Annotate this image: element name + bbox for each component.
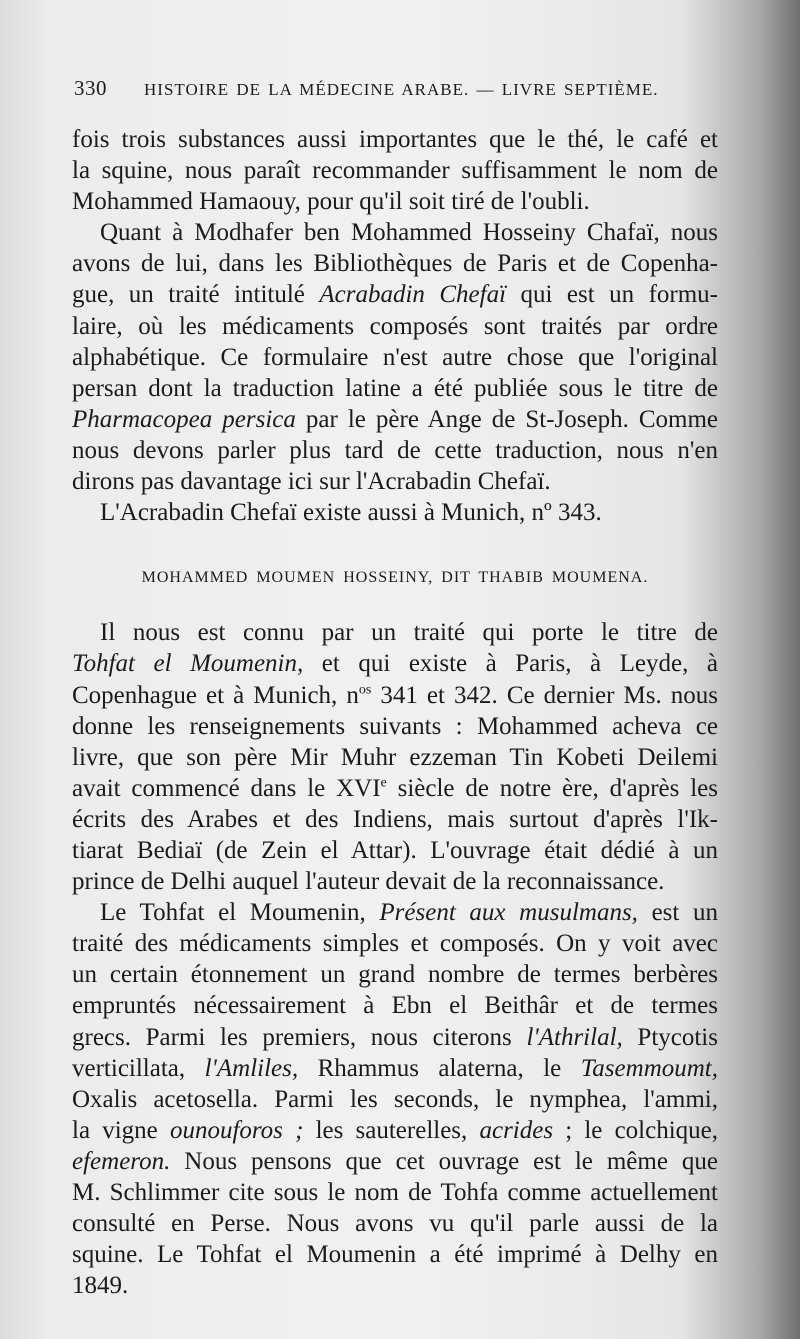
- term: acrides: [479, 1116, 554, 1144]
- text-line: Le Tohfat el Moumenin, Présent aux musulmans, est un: [100, 899, 718, 927]
- text-line: M. Schlimmer cite sous le nom de Tohfa comme actuellement: [72, 1179, 718, 1206]
- text-line: tiarat Bediaï (de Zein el Attar). L'ouvrage était dédié à un: [72, 836, 718, 864]
- text-line: Il nous est connu par un traité qui porte le titre de: [100, 619, 718, 647]
- text-line: persan dont la traduction latine a été publiée sous le titre de: [72, 374, 718, 402]
- text-line: Pharmacopea persica par le père Ange de St-Joseph. Comme: [72, 405, 719, 433]
- text-line: consulté en Perse. Nous avons vu qu'il parle aussi de la: [72, 1210, 718, 1238]
- text-line: nous devons parler plus tard de cette traduction, nous n'en: [72, 436, 718, 464]
- text-line: grecs. Parmi les premiers, nous citerons l'Athrilal, Ptycotis: [72, 1023, 718, 1051]
- text-line: Quant à Modhafer ben Mohammed Hosseiny Chafaï, nous: [100, 219, 718, 247]
- text-line: la vigne ounouforos ; les sauterelles, acrides ; le colchique,: [72, 1116, 719, 1144]
- paragraph-5: [72, 897, 718, 1301]
- term: ounouforos ;: [169, 1116, 304, 1144]
- text-line: livre, que son père Mir Muhr ezzeman Tin Kobeti Deilemi: [72, 743, 718, 771]
- text-line: Oxalis acetosella. Parmi les seconds, le nymphea, l'ammi,: [72, 1085, 718, 1113]
- text-line: prince de Delhi auquel l'auteur devait de la reconnaissance.: [72, 868, 665, 896]
- term: efemeron.: [72, 1147, 171, 1175]
- text-line: écrits des Arabes et des Indiens, mais surtout d'après l'Ik-: [72, 805, 718, 833]
- paragraph-3: [72, 497, 718, 528]
- text-line: 1849.: [72, 1272, 129, 1300]
- running-title: HISTOIRE DE LA MÉDECINE ARABE. — LIVRE SEPTIÈME.: [144, 80, 659, 99]
- text-line: dirons pas davantage ici sur l'Acrabadin Chefaï.: [72, 468, 551, 496]
- text-line: gue, un traité intitulé Acrabadin Chefaï qui est un formu-: [72, 281, 718, 309]
- text-line: laire, où les médicaments composés sont traités par ordre: [72, 312, 718, 340]
- term: l'Amliles,: [204, 1054, 299, 1082]
- work-title: Tohfat el Moumenin,: [72, 650, 304, 678]
- text-line: empruntés nécessairement à Ebn el Beithâr et de termes: [72, 992, 718, 1020]
- section-heading: MOHAMMED MOUMEN HOSSEINY, DIT THABIB MOUMENA.: [141, 569, 649, 587]
- page-number: 330: [74, 76, 107, 100]
- text-line: avait commencé dans le XVIe siècle de notre ère, d'après les: [72, 774, 718, 802]
- text-line: traité des médicaments simples et composés. On y voit avec: [72, 930, 718, 958]
- work-title: Acrabadin Chefaï: [319, 281, 507, 309]
- text-line: verticillata, l'Amliles, Rhammus alaterna, le Tasemmoumt,: [72, 1054, 718, 1082]
- text-line: Copenhague et à Munich, $n^{os}$ 341 et 342. Ce dernier Ms. nous: [72, 681, 718, 709]
- body-text: [72, 124, 718, 1301]
- paragraph-4: [72, 617, 718, 897]
- text-line: fois trois substances aussi importantes que le thé, le café et: [72, 126, 718, 153]
- paragraph-1: [72, 124, 718, 217]
- text-line: un certain étonnement un grand nombre de termes berbères: [72, 961, 718, 989]
- text-line: L'Acrabadin Chefaï existe aussi à Munich, nº 343.: [100, 499, 602, 527]
- text-line: Mohammed Hamaouy, pour qu'il soit tiré de l'oubli.: [72, 188, 590, 216]
- term: l'Athrilal,: [526, 1023, 623, 1051]
- text-line: Tohfat el Moumenin, et qui existe à Paris, à Leyde, à: [72, 650, 718, 678]
- work-title: Pharmacopea persica: [72, 405, 296, 433]
- text-line: avons de lui, dans les Bibliothèques de Paris et de Copenha-: [72, 250, 718, 278]
- text-line: squine. Le Tohfat el Moumenin a été imprimé à Delhy en: [72, 1241, 718, 1269]
- text-line: donne les renseignements suivants : Mohammed acheva ce: [72, 712, 718, 740]
- running-header: [70, 74, 700, 104]
- text-line: efemeron. Nous pensons que cet ouvrage est le même que: [72, 1147, 718, 1175]
- term: Tasemmoumt,: [580, 1054, 718, 1082]
- text-line: alphabétique. Ce formulaire n'est autre chose que l'original: [72, 343, 718, 371]
- text-line: la squine, nous paraît recommander suffisamment le nom de: [72, 157, 718, 185]
- paragraph-2: [72, 217, 718, 497]
- work-title: Présent aux musulmans,: [379, 899, 638, 927]
